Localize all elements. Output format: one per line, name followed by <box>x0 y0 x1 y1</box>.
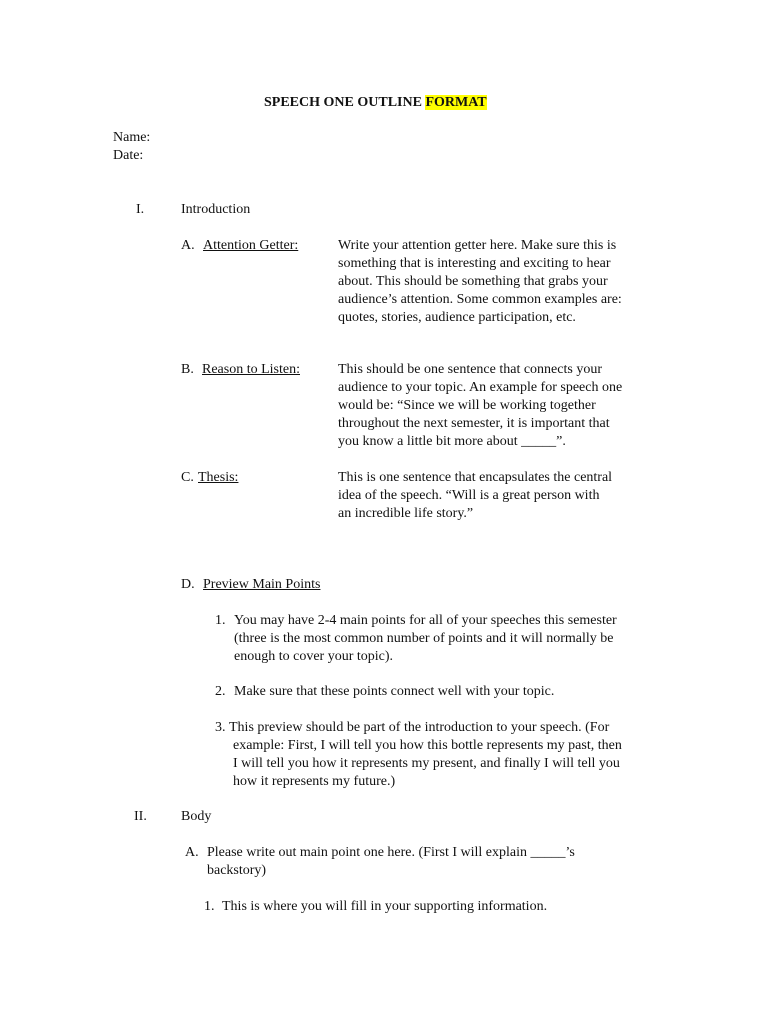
attention-getter-letter: A. <box>181 238 195 253</box>
thesis-text <box>338 469 612 523</box>
preview-letter: D. <box>181 577 195 592</box>
supporting-item-num: 1. <box>204 899 215 914</box>
preview-item-3-num: 3. <box>215 720 226 735</box>
document-title <box>264 94 487 112</box>
text-line: Write your attention getter here. Make sure this is <box>338 238 617 253</box>
attention-getter-label: Attention Getter: <box>203 238 299 253</box>
section-1-heading: Introduction <box>181 202 251 217</box>
preview-item-2-text <box>234 683 554 701</box>
reason-to-listen-text <box>338 361 622 451</box>
date-label: Date: <box>113 148 144 163</box>
reason-to-listen-label: Reason to Listen: <box>202 362 300 377</box>
text-line: quotes, stories, audience participation, etc. <box>338 310 576 325</box>
title-highlight: FORMAT <box>425 95 487 110</box>
section-2-heading: Body <box>181 809 212 824</box>
preview-item-3-text <box>229 719 622 791</box>
supporting-item-text: This is where you will fill in your supporting information. <box>222 899 548 914</box>
text-line: You may have 2-4 main points for all of your speeches this semester <box>234 613 617 628</box>
attention-getter-text <box>338 237 622 327</box>
text-line: (three is the most common number of points and it will normally be <box>234 631 614 646</box>
preview-item-2-num: 2. <box>215 684 226 699</box>
title-text: SPEECH ONE OUTLINE <box>264 95 426 110</box>
thesis-letter: C. <box>181 470 194 485</box>
section-1-numeral: I. <box>136 202 145 217</box>
text-line: would be: “Since we will be working together <box>338 398 596 413</box>
section-2-numeral: II. <box>134 809 147 824</box>
main-point-one-text <box>207 844 575 880</box>
text-line: how it represents my future.) <box>233 774 396 789</box>
preview-item-1-text <box>234 612 617 666</box>
text-line: something that is interesting and exciting to hear <box>338 256 611 271</box>
text-line: example: First, I will tell you how this bottle represents my past, then <box>233 738 622 753</box>
text-line: idea of the speech. “Will is a great person with <box>338 488 600 503</box>
text-line: I will tell you how it represents my present, and finally I will tell you <box>233 756 620 771</box>
text-line: This should be one sentence that connects your <box>338 362 602 377</box>
text-line: an incredible life story.” <box>338 506 474 521</box>
preview-label: Preview Main Points <box>203 577 321 592</box>
text-line: This preview should be part of the introduction to your speech. (For <box>229 720 610 735</box>
name-label: Name: <box>113 130 151 145</box>
text-line: This is one sentence that encapsulates the central <box>338 470 613 485</box>
text-line: audience to your topic. An example for speech one <box>338 380 623 395</box>
reason-to-listen-letter: B. <box>181 362 194 377</box>
text-line: audience’s attention. Some common examples are: <box>338 292 622 307</box>
preview-item-1-num: 1. <box>215 613 226 628</box>
main-point-one-letter: A. <box>185 845 199 860</box>
text-line: throughout the next semester, it is important that <box>338 416 610 431</box>
text-line: you know a little bit more about _____”. <box>338 434 566 449</box>
thesis-label: Thesis: <box>198 470 239 485</box>
text-line: backstory) <box>207 863 267 878</box>
text-line: enough to cover your topic). <box>234 649 394 664</box>
text-line: about. This should be something that grabs your <box>338 274 608 289</box>
text-line: Make sure that these points connect well with your topic. <box>234 684 555 699</box>
text-line: Please write out main point one here. (First I will explain _____’s <box>207 845 575 860</box>
